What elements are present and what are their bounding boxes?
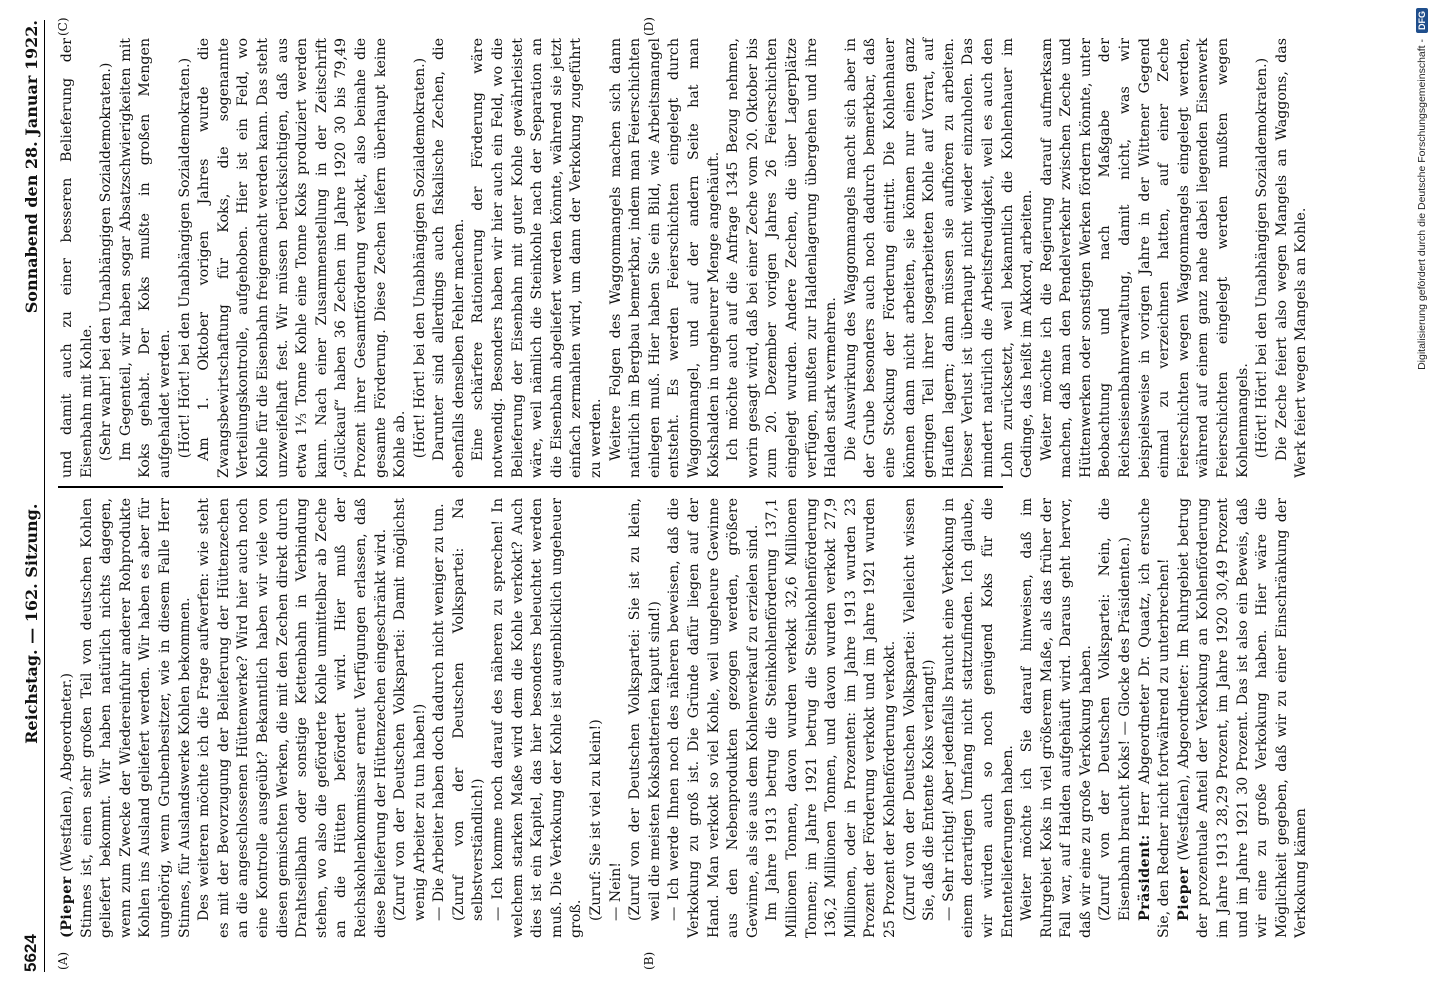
- paragraph: [665, 498, 763, 938]
- paragraph-text: — Sehr richtig! Aber jedenfalls braucht eine Verkokung in einem derartigen Umfang nicht stattzufinden. Ich glaube, wir würden auch so noch genügend Koks für die Ententelieferungen haben.: [940, 498, 1016, 938]
- paragraph-text: — Nein!: [607, 862, 624, 921]
- paragraph-text: (Zuruf von der Deutschen Volkspartei: Vielleicht wissen Sie, daß die Entente Koks verlangt!): [901, 498, 938, 921]
- interjection-centered: [411, 38, 431, 478]
- left-column: [58, 498, 1310, 938]
- paragraph-text: Stinnes ist, einen sehr großen Teil von deutschen Kohlen geliefert bekommt. Wir haben natürlich nichts dagegen, wenn zum Zwecke der Wiedereinfuhr anderer Rohprodukte Kohlen ins Ausland geliefert werden. Wir haben es aber für ungehörig, wenn Grubenbesitzer, wie in diesem Falle Herr Stinnes, für Auslandswerke Kohlen bekommen.: [78, 498, 193, 938]
- interjection: [626, 498, 665, 921]
- paragraph-text: und damit auch zu einer besseren Belieferung der Eisenbahn mit Kohle.: [59, 38, 95, 478]
- dfg-logo: DFG: [1416, 8, 1428, 33]
- paragraph-text: (Zuruf von der Deutschen Volkspartei: Na selbstverständlich!): [450, 498, 487, 921]
- paragraph-text: Des weiteren möchte ich die Frage aufwerfen: wie steht es mit der Bevorzugung der Belieferung der Hüttenzechen an die angeschlossenen Hüttenwerke? Wird hier auch noch eine Kontrolle ausgeübt? Bekanntlich haben wir viele von diesen gemischten Werken, die mit den Zechen direkt durch Drahtseilbahn oder sonstige Kettenbahn in Verbindung stehen, wo also die geförderte Kohle unmittelbar ab Zeche an die Hütten befördert wird. Hier muß der Reichskohlenkommissar erneut Verfügungen erlassen, daß diese Belieferung der Hüttenzechen eingeschränkt wird.: [196, 498, 389, 938]
- paragraph: [1136, 498, 1175, 938]
- paragraph-text: (Westfalen), Abgeordneter.): [59, 672, 75, 877]
- margin-marker-a: (A): [56, 951, 70, 970]
- paragraph-text: (Zuruf von der Deutschen Volkspartei: Nein, die Eisenbahn braucht Koks! — Glocke des Präsidenten.): [1097, 498, 1134, 921]
- paragraph-text: Weitere Folgen des Waggonmangels machen sich dann natürlich im Bergbau bemerkbar, indem man Feierschichten einlegen muß. Hier haben Sie ein Bild, wie Arbeitsmangel entsteht. Es werden Feierschichten eingelegt durch Waggonmangel, und auf der andern Seite hat man Kokshalden in ungeheurer Menge angehäuft.: [607, 38, 722, 478]
- paragraph-text: Herr Abgeordneter Dr. Quaatz, ich ersuche Sie, den Redner nicht fortwährend zu unterbrechen!: [1136, 498, 1173, 938]
- paragraph-text: — Ich werde Ihnen noch des näheren beweisen, daß die Verkokung zu groß ist. Die Gründe dafür liegen auf der Hand. Man verkokt so viel Kohle, weil ungeheure Gewinne aus den Nebenprodukten gezogen werden, größere Gewinne, als sie aus dem Kohlenverkauf zu erzielen sind.: [666, 498, 761, 938]
- paragraph-text: Darunter sind allerdings auch fiskalische Zechen, die ebenfalls denselben Fehler machen.: [431, 38, 467, 478]
- margin-marker-d: (D): [642, 17, 656, 36]
- paragraph: [1273, 38, 1312, 478]
- paragraph-text: Weiter möchte ich die Regierung darauf aufmerksam machen, daß man den Pendelverkehr zwischen Zeche und Hüttenwerken oder sonstigen Werken fördern könnte, unter Beobachtung und nach Maßgabe der Reichseisenbahnverwaltung, damit nicht, was wir beispielsweise in vorigen Jahre in der Wittener Gegend einmal zu verzeichnen hatten, auf einer Zeche Feierschichten wegen Waggonmangels eingelegt werden, während auf einem ganz nahe dabei liegenden Eisenwerk Feierschichten eingelegt werden mußten wegen Kohlenmangels.: [1038, 38, 1251, 478]
- interjection: [450, 498, 489, 921]
- speaker-name: (Pieper: [59, 876, 75, 938]
- header-title-left: Reichstag. — 162. Sitzung.: [21, 503, 41, 744]
- digitization-credit: [1413, 8, 1431, 998]
- paragraph: [117, 38, 176, 478]
- interjection: [1096, 498, 1135, 921]
- paragraph: [58, 498, 78, 938]
- column-divider: [58, 487, 1003, 489]
- paragraph-text: (Hört! Hört! bei den Unabhängigen Sozialdemokraten.): [176, 57, 193, 459]
- paragraph-text: Die Auswirkung des Waggonmangels macht sich aber in der Grube besonders auch noch dadurch bemerkbar, daß eine Stockung der Förderung eintritt. Die Kohlenhauer können dann nicht arbeiten, sie können nur einen ganz geringen Teil ihrer losgearbeiteten Kohle auf Vorrat, auf Haufen lagern; dann müssen sie aufhören zu arbeiten. Dieser Verlust ist überhaupt nicht wieder einzuholen. Das mindert natürlich die Arbeitsfreudigkeit, weil es auch den Lohn zurücksetzt, weil bekanntlich die Kohlenhauer im Gedinge, das heißt im Akkord, arbeiten.: [842, 38, 1036, 478]
- paragraph-text: Eine schärfere Rationierung der Förderung wäre notwendig. Besonders haben wir hier auch ein Feld, wo die Belieferung der Eisenbahn mit guter Kohle gewährleistet wäre, weil nämlich die Steinkohle nach der Separation an die Eisenbahn abgeliefert werden könnte, während sie jetzt einfach zermahlen wird, um dann der Verkokung zugeführt zu werden.: [470, 38, 605, 478]
- paragraph-text: (Sehr wahr! bei den Unabhängigen Sozialdemokraten.): [98, 62, 115, 461]
- paragraph-text: (Zuruf von der Deutschen Volkspartei: Sie ist zu klein, weil die meisten Koksbatterien kaputt sind!): [627, 498, 663, 921]
- paragraph: [607, 498, 627, 938]
- paragraph: [842, 38, 1038, 478]
- paragraph-text: (Hört! Hört! bei den Unabhängigen Sozialdemokraten.): [411, 57, 428, 459]
- paragraph-text: Am 1. Oktober vorigen Jahres wurde die Zwangsbewirtschaftung für Koks, die sogenannte Verteilungskontrolle, aufgehoben. Hier ist ein Feld, wo Kohle für die Eisenbahn freigemacht werden kann. Das steht unzweifelhaft fest. Wir müssen berücksichtigen, daß aus etwa 1⅓ Tonne Kohle eine Tonne Koks produziert werden kann. Nach einer Zusammenstellung in der Zeitschrift „Glückauf“ haben 36 Zechen im Jahre 1920 30 bis 79,49 Prozent ihrer Gesamtförderung verkokt, also beinahe die gesamte Förderung. Diese Zechen liefern überhaupt keine Kohle ab.: [196, 38, 409, 478]
- speaker-name: Pieper: [1175, 866, 1192, 921]
- interjection-centered: [176, 38, 196, 478]
- paragraph: [430, 498, 450, 938]
- paragraph: [607, 38, 725, 478]
- paragraph-text: — Die Arbeiter haben doch dadurch nicht weniger zu tun.: [431, 503, 448, 921]
- paragraph: [1175, 498, 1312, 938]
- page-header: [18, 20, 45, 972]
- interjection: [587, 498, 607, 921]
- paragraph: [1018, 498, 1096, 938]
- paragraph-text: Im Jahre 1913 betrug die Steinkohlenförderung 137,1 Millionen Tonnen, davon wurden verkokt 32,6 Millionen Tonnen; im Jahre 1921 betrug die Steinkohlenförderung 136,2 Millionen Tonnen, und davon wurden verkokt 27,9 Millionen, oder in Prozenten: im Jahre 1913 wurden 23 Prozent der Förderung verkokt und im Jahre 1921 wurden 25 Prozent der Kohlenförderung verkokt.: [764, 498, 898, 938]
- paragraph: [195, 38, 411, 478]
- paragraph: [469, 38, 606, 478]
- margin-marker-c: (C): [56, 17, 70, 36]
- paragraph-text: (Zuruf von der Deutschen Volkspartei: Damit möglichst wenig Arbeiter zu tun haben!): [392, 498, 428, 921]
- page-number: 5624: [21, 934, 40, 972]
- paragraph: [724, 38, 842, 478]
- paragraph-text: (Zuruf: Sie ist viel zu klein!): [588, 719, 605, 921]
- credit-text: Digitalisierung gefördert durch die Deutsche Forschungsgemeinschaft -: [1416, 39, 1428, 370]
- paragraph: [78, 498, 196, 938]
- paragraph-text: Die Zeche feiert also wegen Mangels an Waggons, das Werk feiert wegen Mangels an Kohle.: [1273, 38, 1310, 478]
- paragraph-text: (Hört! Hört! bei den Unabhängigen Sozialdemokraten.): [1254, 57, 1271, 459]
- header-title-right: Sonnabend den 28. Januar 1922.: [21, 20, 41, 314]
- interjection: [391, 498, 430, 921]
- paragraph-text: — Ich komme noch darauf des näheren zu sprechen! In welchem starken Maße wird dem die Kohle verkokt? Auch dies ist ein Kapitel, das hier besonders beleuchtet werden muß. Die Verkokung der Kohle ist augenblicklich ungeheuer groß.: [490, 498, 585, 938]
- right-column: [58, 38, 1310, 478]
- paragraph: [1038, 38, 1254, 478]
- paragraph-text: Ich möchte auch auf die Anfrage 1345 Bezug nehmen, worin gesagt wird, daß bei einer Zeche vom 20. Oktober bis zum 20. Dezember vorigen Jahres 26 Feierschichten eingelegt wurden. Andere Zechen, die über Lagerplätze verfügen, mußten zur Haldenlagerung übergehen und ihre Halden stark vermehren.: [725, 38, 840, 478]
- paragraph: [58, 38, 97, 478]
- paragraph: [489, 498, 587, 938]
- paragraph-text: Weiter möchte ich Sie darauf hinweisen, daß im Ruhrgebiet Koks in viel größerem Maße, als das früher der Fall war, auf Halden aufgehäuft wird. Daraus geht hervor, daß wir eine zu große Verkokung haben.: [1019, 498, 1094, 938]
- newspaper-page: [10, 0, 1420, 1000]
- paragraph-text: (Westfalen), Abgeordneter: Im Ruhrgebiet betrug der prozentuale Anteil der Verkokung an Kohlenförderung im Jahre 1913 28,29 Prozent, im Jahre 1920 30,49 Prozent und im Jahre 1921 30 Prozent. Das ist also ein Beweis, daß wir eine zu große Verkokung haben. Hier wäre die Möglichkeit gegeben, daß wir zu einer Einschränkung der Verkokung kämen: [1175, 498, 1310, 938]
- paragraph: [195, 498, 391, 938]
- margin-marker-b: (B): [642, 951, 656, 970]
- paragraph: [940, 498, 1018, 938]
- paragraph: [430, 38, 469, 478]
- interjection: [901, 498, 940, 921]
- interjection: [97, 38, 117, 461]
- interjection-centered: [1253, 38, 1273, 478]
- speaker-name: Präsident:: [1136, 834, 1153, 921]
- paragraph-text: Im Gegenteil, wir haben sogar Absatzschwierigkeiten mit Koks gehabt. Der Koks mußte in großen Mengen aufgehaldet werden.: [117, 38, 173, 478]
- paragraph: [763, 498, 900, 938]
